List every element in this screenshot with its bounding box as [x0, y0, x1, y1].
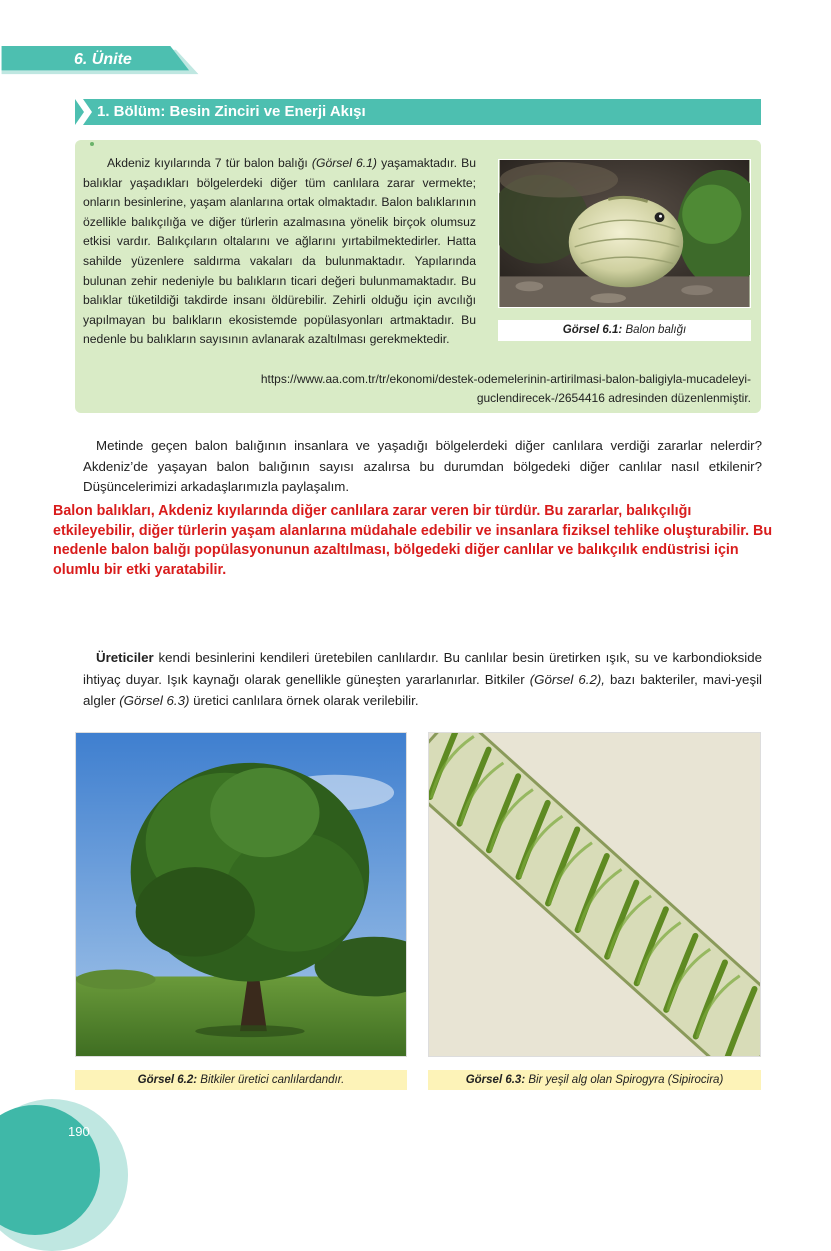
producers-paragraph	[83, 647, 762, 712]
source-line: guclendirecek-/2654416 adresinden düzenlenmiştir.	[476, 391, 751, 405]
caption-text: Bir yeşil alg olan Spirogyra (Sipirocira)	[525, 1074, 724, 1086]
info-box-text	[83, 154, 476, 350]
spirogyra-photo	[428, 732, 761, 1057]
algae-photo-caption	[428, 1070, 761, 1090]
caption-label: Görsel 6.3:	[465, 1074, 526, 1086]
section-title: 1. Bölüm: Besin Zinciri ve Enerji Akışı	[97, 103, 366, 120]
pufferfish-photo	[498, 159, 751, 308]
caption-text: Bitkiler üretici canlılardandır.	[197, 1074, 345, 1086]
figure-ref: (Görsel 6.3)	[119, 693, 190, 708]
info-figure-ref: (Görsel 6.1)	[311, 156, 377, 170]
fish-photo-caption	[498, 320, 751, 341]
caption-text: Balon balığı	[622, 324, 687, 336]
producers-text: kendi besinlerini kendileri üretebilen canlılardır. Bu canlılar besin üretirken ışık, su ve karbondiokside ihtiyaç duyar. Işık kaynağı olarak genellikle güneşten yararlanırlar. Bitkiler	[83, 650, 762, 687]
page-number: 190	[68, 1124, 90, 1139]
source-citation	[140, 370, 751, 408]
section-arrow-icon	[75, 99, 93, 125]
question-paragraph	[83, 436, 762, 498]
caption-label: Görsel 6.1:	[562, 324, 623, 336]
unit-label: 6. Ünite	[74, 51, 132, 68]
tree-photo	[75, 732, 407, 1057]
answer-text: Balon balıkları, Akdeniz kıyılarında diğer canlılara zarar veren bir türdür. Bu zararlar, balıkçılığı etkileyebilir, diğer türlerin yaşam alanlarına müdahale edebilir ve insanlara fiziksel tehlike oluşturabilir. Bu nedenle balon balığı popülasyonunun azaltılması, bölgedeki diğer canlılar ve balıkçılık endüstrisi için olumlu bir etki yaratabilir.	[53, 503, 773, 578]
info-text-part: Akdeniz kıyılarında 7 tür balon balığı	[107, 156, 312, 170]
info-text-part: yaşamaktadır. Bu balıklar yaşadıkları bölgelerdeki diğer tüm canlılara zarar vermekte; onların besinlerine, yaşam alanlarına ortak olmaktadır. Balon balıklarının özellikle balıkçılığa ve diğer türlerin azalmasına yönelik birçok olumsuz etkisi vardır. Balıkçıların oltalarını ve ağlarını yırtabilmektedirler. Hatta sahilde yüzenlere saldırma vakaları da bulunmaktadır. Yapılarında bulunan zehir nedeniyle bu balıkların ticari değeri bulunmamaktadır. Bu balıklar tüketildiği takdirde insanı öldürebilir. Zehirli olduğu için avcılığı yapılmayan bu balıkların ekosistemde popülasyonları artmaktadır. Bu nedenle bu balıkların sayısının avlanarak azaltılması gerekmektedir.	[83, 156, 476, 347]
decorative-dot	[90, 142, 94, 146]
producers-text: bazı bakteriler, mavi-yeşil algler	[83, 671, 762, 708]
producers-text: üretici canlılara örnek olarak verilebilir.	[189, 693, 419, 708]
tree-photo-caption	[75, 1070, 407, 1090]
source-line: https://www.aa.com.tr/tr/ekonomi/destek-odemelerinin-artirilmasi-balon-baligiyla-mucadeleyi-	[260, 372, 751, 386]
question-text: Metinde geçen balon balığının insanlara ve yaşadığı bölgelerdeki diğer canlılara verdiği zararlar nelerdir? Akdeniz’de yaşayan balon balığının sayısı azalırsa bu durumdan bölgedeki diğer canlılar nasıl etkilenir? Düşüncelerimizi arkadaşlarımızla paylaşalım.	[83, 438, 762, 494]
caption-label: Görsel 6.2:	[137, 1074, 198, 1086]
figure-ref: (Görsel 6.2),	[529, 671, 605, 687]
producers-term: Üreticiler	[96, 650, 154, 665]
